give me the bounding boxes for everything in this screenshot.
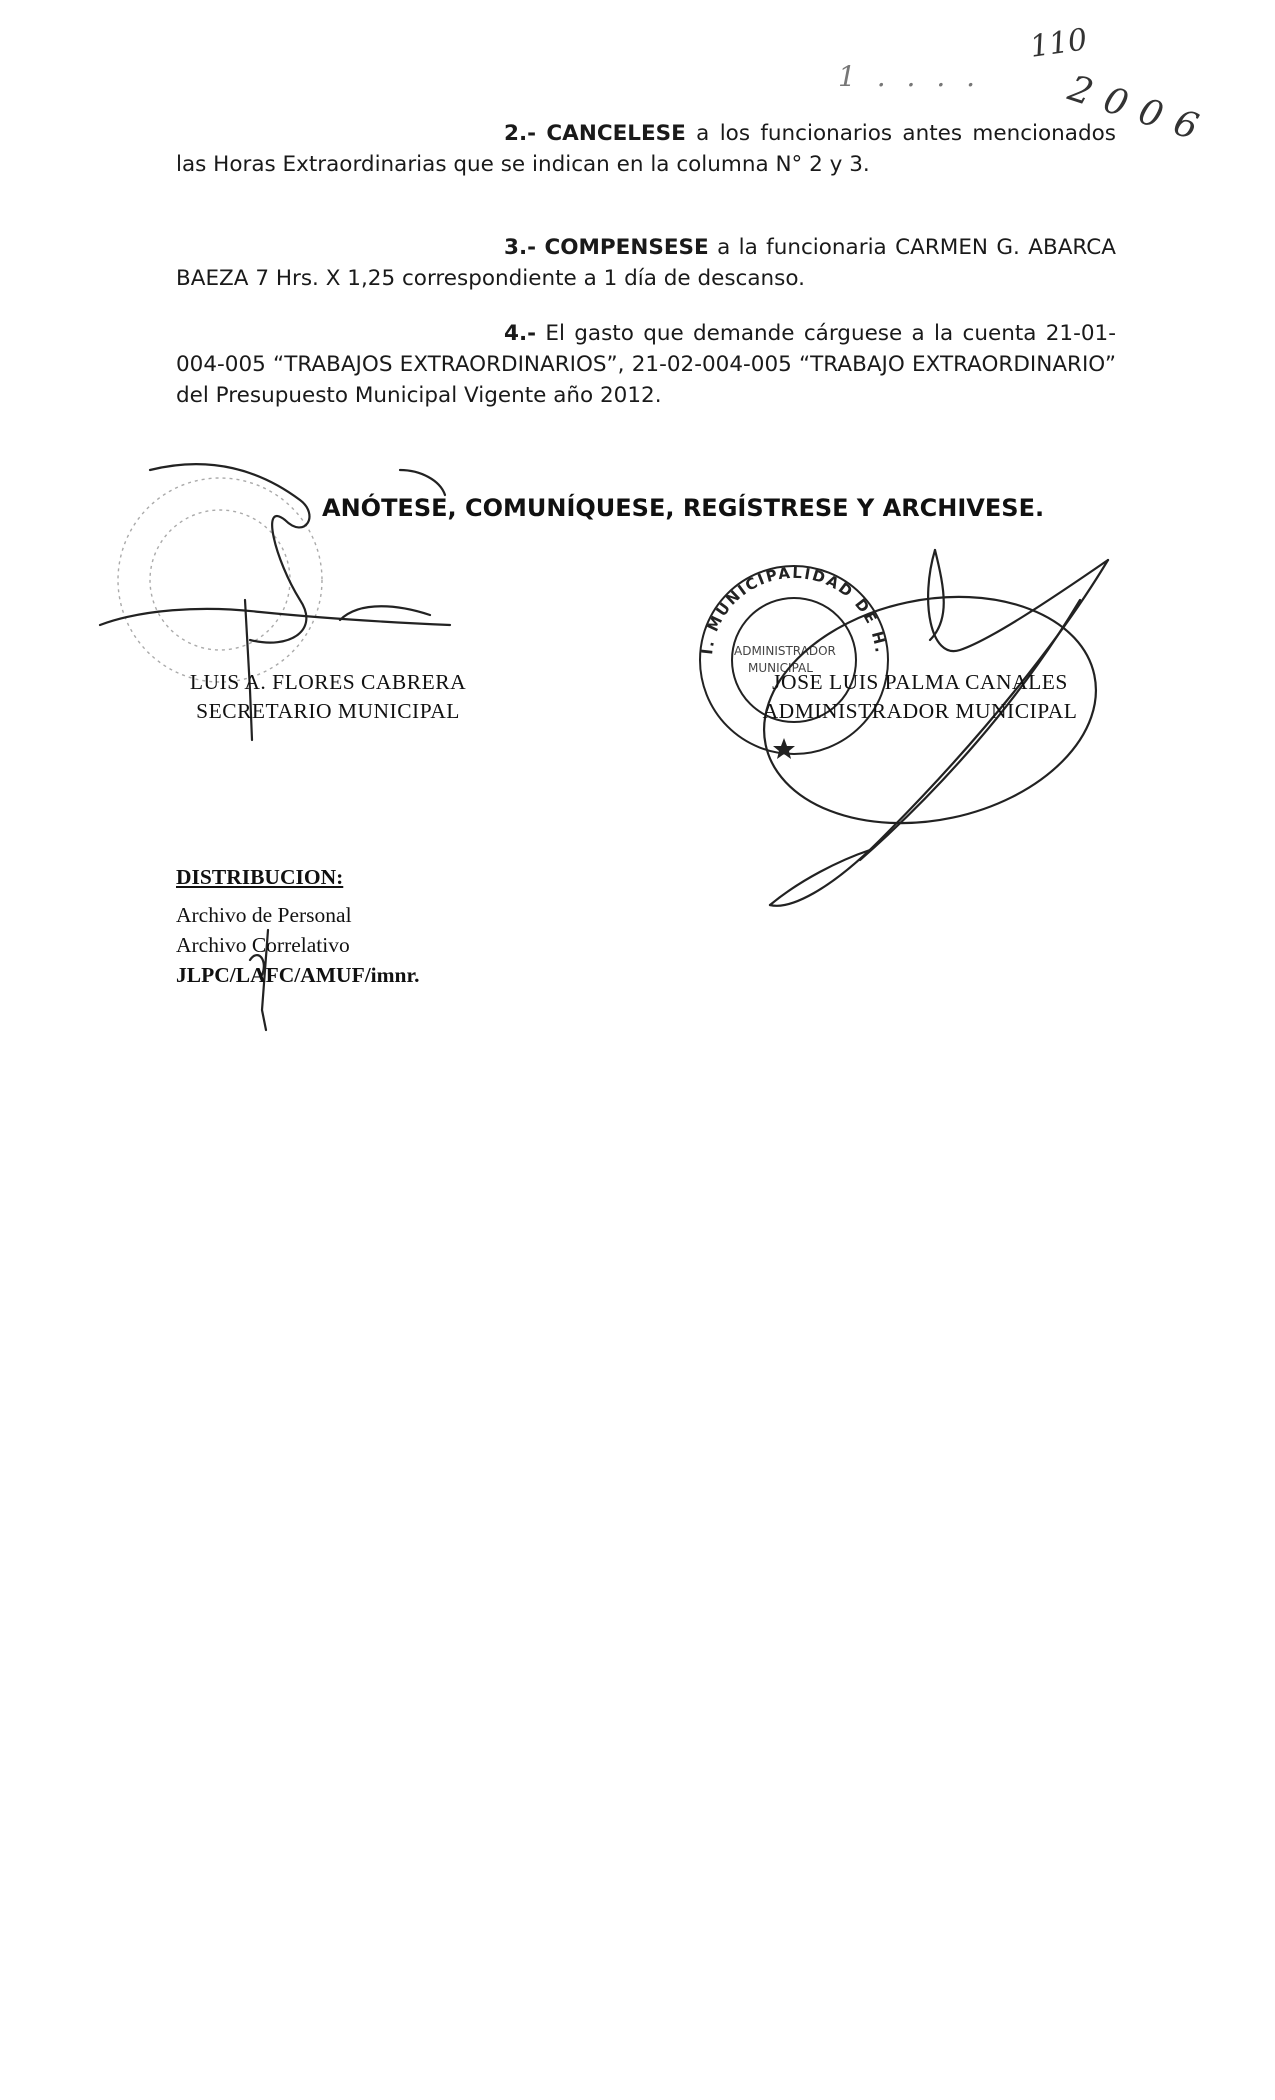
paragraph-4-number: 4.- (504, 321, 537, 346)
handwritten-faint-mark: 1 . . . . (838, 60, 982, 93)
paragraph-2-keyword: CANCELESE (546, 121, 686, 146)
handwritten-document-number: 2006 (1063, 68, 1217, 153)
administrator-name: JOSE LUIS PALMA CANALES (772, 670, 1068, 694)
distribution-title: DISTRIBUCION: (176, 865, 344, 889)
signature-block-administrator (720, 668, 1120, 726)
paragraph-3 (176, 232, 1116, 294)
paragraph-3-text: a la funcionaria CARMEN G. ABARCA BAEZA 7 Hrs. X 1,25 correspondiente a 1 día de descanso. (176, 235, 1116, 291)
left-faint-stamp (118, 478, 322, 682)
closing-formula: ANÓTESE, COMUNÍQUESE, REGÍSTRESE Y ARCHIVESE. (322, 494, 1045, 522)
signature-block-secretary (168, 668, 488, 726)
right-signature-strokes (743, 550, 1117, 906)
distribution-reference: JLPC/LAFC/AMUF/imnr. (176, 963, 420, 987)
handwritten-folio-number: 110 (1027, 22, 1090, 65)
distribution-item: Archivo Correlativo (176, 933, 350, 957)
stamp-inner-line-2: MUNICIPAL (748, 661, 813, 675)
stamp-inner-line-1: ADMINISTRADOR (734, 644, 836, 658)
secretary-name: LUIS A. FLORES CABRERA (189, 670, 467, 694)
paragraph-2-text: a los funcionarios antes mencionados las Horas Extraordinarias que se indican en la columna N° 2 y 3. (176, 121, 1116, 177)
stamp-star-icon (773, 738, 795, 759)
paragraph-2 (176, 118, 1116, 180)
paragraph-3-keyword: COMPENSESE (544, 235, 709, 260)
administrator-title: ADMINISTRADOR MUNICIPAL (762, 699, 1078, 723)
paragraph-4-text: El gasto que demande cárguese a la cuenta 21-01-004-005 “TRABAJOS EXTRAORDINARIOS”, 21-02-004-005 “TRABAJO EXTRAORDINARIO” del Presupuesto Municipal Vigente año 2012. (176, 321, 1116, 408)
distribution-section (176, 862, 419, 990)
paragraph-2-number: 2.- (504, 121, 537, 146)
secretary-title: SECRETARIO MUNICIPAL (196, 699, 460, 723)
distribution-item: Archivo de Personal (176, 903, 352, 927)
paragraph-3-number: 3.- (504, 235, 537, 260)
paragraph-4 (176, 318, 1116, 411)
stamp-ring-text: I. MUNICIPALIDAD DE H. (698, 563, 890, 656)
